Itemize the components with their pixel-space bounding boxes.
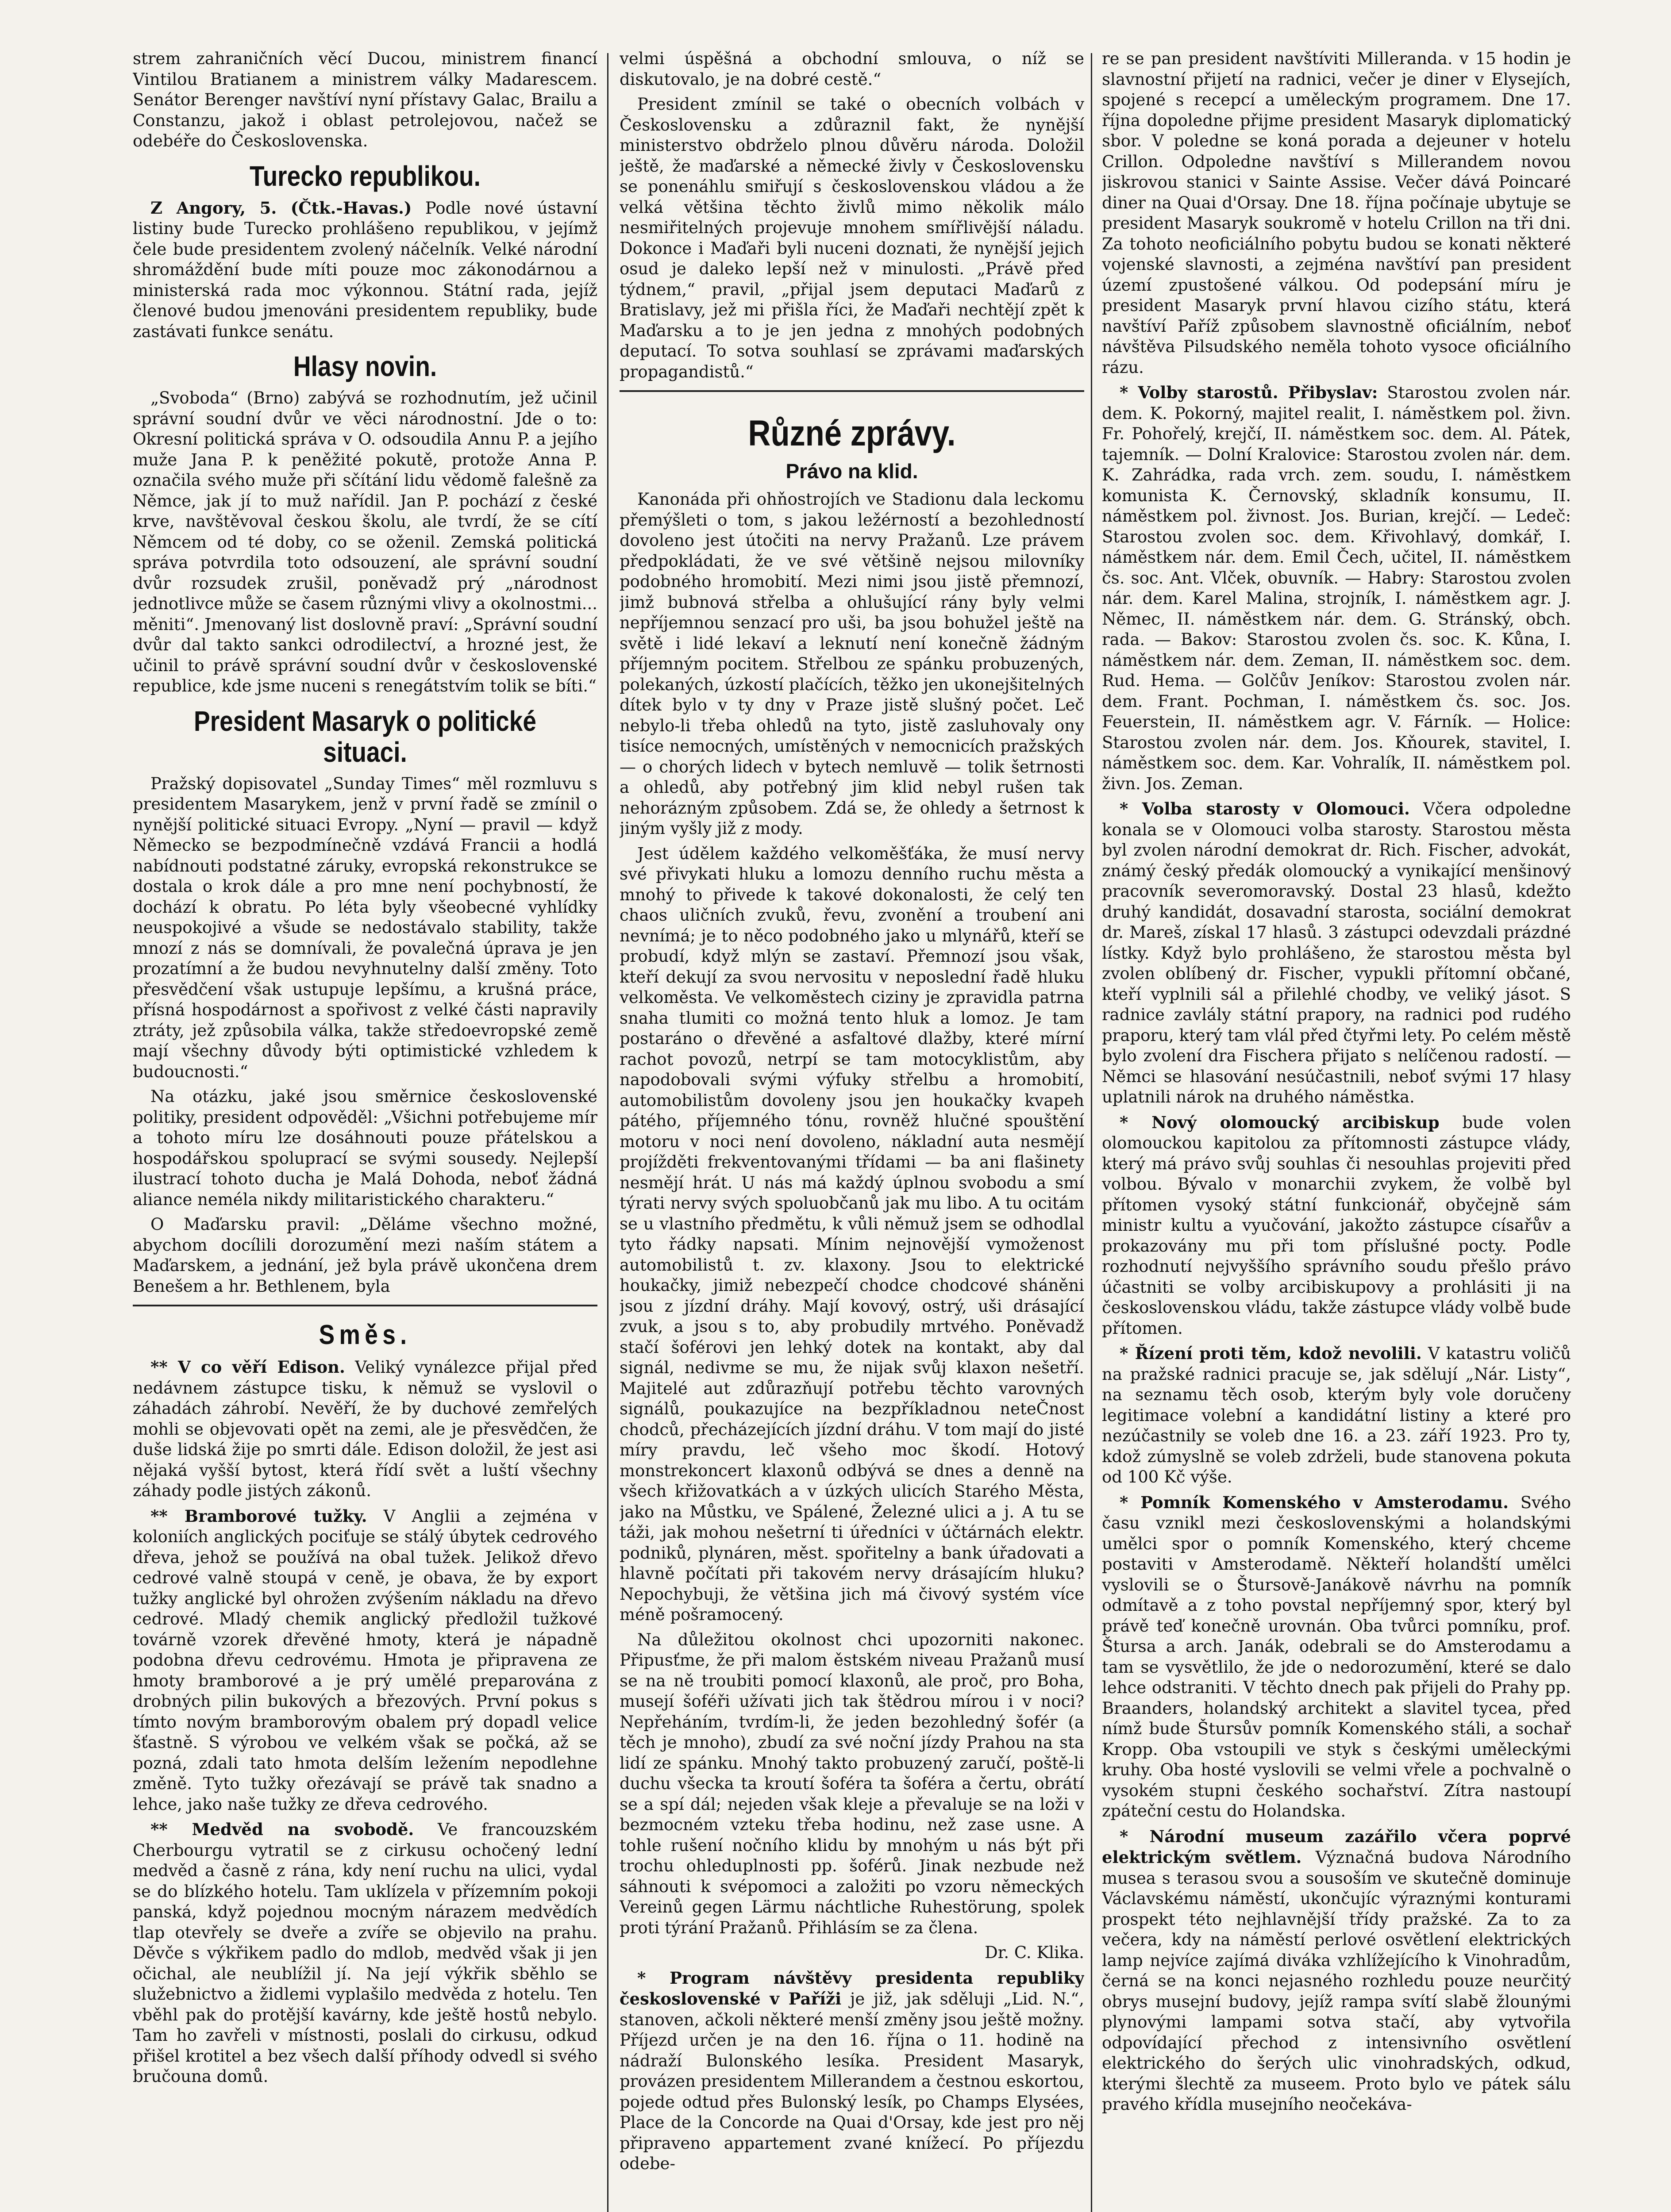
item-lead: ** Medvěd na svobodě. bbox=[150, 1820, 414, 1839]
article-hlasy-novin: „Svoboda“ (Brno) zabývá se rozhodnutím, jež učinil správní soudní dvůr ve věci národnostní. Jde o to: Okresní politická správa v O. odsoudila Annu P. a jejího muže Jana P. k peněžité pokutě, protože Anna P. označila svého muže při sčítání lidu vědomě falešně za Němce, jak jí to muž nařídil. Jan P. pochází z české krve, navštěvoval českou školu, ale tvrdí, že se cítí Němcem od té doby, co se oženil. Zemská politická správa potvrdila toto odsouzení, ale správní soudní dvůr rozsudek zrušil, poněvadž prý „národnost jednotlivce může se časem různými vlivy a okolnostmi... měniti“. Jmenovaný list doslovně praví: „Správní soudní dvůr dal takto sankci odrodilectví, a hrozné jest, že učinil to právě správní soudní dvůr v československé republice, kde jsme nuceni s renegátstvím tolik se bíti.“ bbox=[133, 388, 597, 695]
item-body: Veliký vynálezce přijal před nedávnem zástupce tisku, k němuž se vyslovil o záhadách záhrobí. Nevěří, že by duchové zemřelých mohli se objevovati opět na zemi, ale je přesvědčen, že duše lidská žije po smrti dále. Edison doložil, že jest asi nějaká vyšší bytost, která řídí svět a luští všechny záhady podle jistých zákonů. bbox=[133, 1358, 597, 1500]
item-rizeni bbox=[1102, 1343, 1571, 1488]
article-pravo-p2: Jest údělem každého velkoměšťáka, že musí nervy své přivykati hluku a lomozu denního ruchu města a mnohý to přivede k takové dokonalosti, že celý ten chaos uličních zvuků, řevu, zvonění a troubení ani nevnímá; je to něco podobného jako u mlynářů, kteří se probudí, když mlýn se zastaví. Přemnozí jsou však, kteří dekují za svou nervositu v neposlední řadě hluku velkoměsta. Ve velkoměstech ciziny je zpravidla patrna snaha tlumiti co možná tento hluk a lomoz. Je tam postaráno o dřevěné a asfaltové dlažby, které mírní rachot povozů, netrpí se tam motocyklistům, aby napodobovali svými výfuky střelbu a hromobití, automobilistům dovoleny jsou jen houkačky kvapeh pátého, příjemného tónu, rovněž hlučné spouštění motoru v noci není dovoleno, nákladní auta nesmějí projížděti frekventovanými třídami — ba ani flašinety nesmějí hrát. U nás má každý úplnou svobodu a smí týrati nervy svých spoluobčanů jak mu libo. A tu ocitám se u vlastního předmětu, k vůli němuž jsem se odhodlal tyto řádky napsati. Mínim nejnovější vymoženost automobilistů t. zv. klaxony. Jsou to elektrické houkačky, jimiž nebezpečí chodce chodcové sháněni jsou z jízdní dráhy. Mají kovový, ostrý, uši drásající zvuk, a jsou s to, aby probudily mrtvého. Poněvadž stačí šoférovi jen lehký dotek na kontakt, aby dal signál, nedivme se mu, že nijak svůj klaxon nešetří. Majitelé aut zdůrazňují potřebu těchto varovných signálů, poukazujíce na bezpříkladnou neteČnost chodců, přecházejících jízdní dráhu. V tom mají do jisté míry pravdu, leč všeho moc škodí. Hotový monstrekoncert klaxonů odbývá se dnes a denně na všech křižovatkách a v úzkých ulicích Starého Města, jako na Můstku, ve Spálené, Železné ulici a j. A tu se táži, jak mohou nešetrní ti úředníci v účtárnách elektr. podniků, plynáren, měst. spořitelny a bank úřadovati a hlavně počítati při takovém nervy drásajícím hluku? Nepochybuji, že většina jich má čivový systém více méně pošramocený. bbox=[620, 844, 1084, 1624]
dateline: Z Angory, 5. (Čtk.-Havas.) bbox=[150, 198, 412, 218]
column-3 bbox=[1102, 49, 1571, 2212]
item-body: je již, jak sděluji „Lid. N.“, stanoven, ačkoli některé menší změny jsou ještě možny. Příjezd určen je na den 16. října o 11. hodině na nádraží Bulonského lesíka. President Masaryk, provázen presidentem Millerandem a čestnou eskortou, pojede odtud přes Bulonský lesík, po Champs Elysées, Place de la Concorde na Quai d'Orsay, kde jest pro něj připraveno appartement zvané knížecí. Po příjezdu odebe- bbox=[620, 1989, 1084, 2173]
continued-paragraph: velmi úspěšná a obchodní smlouva, o níž se diskutovalo, je na dobré cestě.“ bbox=[620, 49, 1084, 89]
item-body: Včera odpoledne konala se v Olomouci volba starosty. Starostou města byl zvolen národní demokrat dr. Rich. Fischer, advokát, známý český předák olomoucký a vynikající menšinový pracovník severomoravský. Dostal 23 hlasů, kdežto druhý kandidát, dosavadní starosta, sociální demokrat dr. Mareš, získal 17 hlasů. 3 zástupci odevzdali prázdné lístky. Když bylo prohlášeno, že starostou města byl zvolen oblíbený dr. Fischer, vypukli přítomní občané, kteří vyplnili sál a přilehlé chodby, ve veliký jásot. S radnice zavlály státní prapory, na radnici pod rudého praporu, který tam vlál před čtyřmi lety. Po celém městě bylo zvolení dra Fischera přijato s nelíčenou radostí. — Němci se hlasování nesúčastnili, neboť svými 17 hlasy uplatnili nárok na druhého náměstka. bbox=[1102, 799, 1571, 1106]
column-1 bbox=[133, 49, 597, 2212]
heading-masaryk: President Masaryk o politické situaci. bbox=[194, 705, 536, 768]
article-turecko bbox=[133, 198, 597, 342]
column-rule-2 bbox=[1091, 53, 1092, 2212]
article-pravo-p3: Na důležitou okolnost chci upozorniti nakonec. Připusťme, že při malom ěstském niveau Pražanů musí se na ně troubiti pomocí klaxonů, ale proč, pro Boha, musejí šoféři užívati jich tak štědrou mírou i v noci? Nepřeháním, tvrdím-li, že jeden bezohledný šofér (a těch je mnoho), zbudí za své noční jízdy Prahou na sta lidí ze spánku. Mnohý takto probuzený zaručí, poště-li duchu všecka ta kroutí šoféra ta šoféra a čertu, obrátí se a spí dál; nejeden však kleje a převaluje se na loži v bezmocném vzteku třeba hodinu, než zase usne. A tohle rušení nočního klidu by mnohým u nás být při trochu ohleduplnosti pp. šoférů. Jinak nezbude než sáhnouti k svépomoci a založiti po vzoru německých Vereinů gegen Lärmu náchtliche Ruhestörung, spolek proti týrání Pražanů. Přihlásím se za člena. bbox=[620, 1630, 1084, 1937]
item-lead: * Národní museum zazářilo včera poprvé elektrickým světlem. bbox=[1102, 1826, 1571, 1867]
item-body: Ve francouzském Cherbourgu vytratil se z cirkusu ochočený lední medvěd a časně z rána, kdy není ruchu na ulici, vydal se do blízkého hotelu. Tam uklízela v přízemním pokoji panská, když pojednou mocným nárazem medvědích tlap otevřely se dveře a zvíře se objevilo na prahu. Děvče s výkřikem padlo do mdlob, medvěd však ji jen očichal, ale neublížil jí. Na její výkřik sběhlo se služebnictvo a židlemi vyplašilo medvěda z hotelu. Ten vběhl pak do protější kavárny, kde ještě hostů nebylo. Tam ho zavřeli v místnosti, poslali do cirkusu, odkud přišel krotitel a bez všech další příhody odvedl si svého bručouna domů. bbox=[133, 1820, 597, 2086]
heading-ruzne-zpravy: Různé zprávy. bbox=[748, 413, 956, 453]
item-body: bude volen olomouckou kapitolou za přítomnosti zástupce vlády, který má právo svůj souhlas či nesouhlas projeviti před volbou. Bývalo v monarchii zvykem, že volbě byl přítomen vysoký státní funkcionář, obyčejně sám ministr kultu a vyučování, jakožto zástupce císařův a prokazovány mu při tom příslušné pocty. Podle rozhodnutí nejvyššího správního soudu přešlo právo účastniti se volby arcibiskupovy a prohlásiti ji na československou vládu, takže zástupce vlády volbě bude přítomen. bbox=[1102, 1113, 1571, 1338]
heading-pravo-na-klid: Právo na klid. bbox=[785, 460, 918, 483]
item-medved bbox=[133, 1819, 597, 2087]
article-pravo-p1: Kanonáda při ohňostrojích ve Stadionu dala leckomu přemýšleti o tom, s jakou ležérností a bezohledností dovoleno jest útočiti na nervy Pražanů. Lze právem předpokládati, že ve své většině nejsou milovníky podobného hromobití. Mezi nimi jsou jistě přemnozí, jimž bubnová střelba a ohlušující rány byly velmi nepříjemnou senzací pro uši, ba jsou bohužel ještě na světě i lidé lekaví a leknutí není konečně žádným příjemným pocitem. Střelbou ze spánku probuzených, polekaných, úzkostí plačících, těžko jen ukonejšitelných dítek bylo v ty dny v Praze jistě slušný počet. Leč nebylo-li třeba ohledů na tyto, jistě zasluhovaly ony tisíce nemocných, umístěných v nemocnicích pražských — o chorých lidech v bytech nemluvě — tolik šetrnosti a ohledů, aby potřebný jim klid nebyl rušen tak nehorázným způsobem. Zdá se, že ohledy a šetrnost k jiným vyšly již z mody. bbox=[620, 490, 1084, 838]
section-divider bbox=[620, 390, 1084, 392]
article-masaryk-p3: O Maďarsku pravil: „Děláme všechno možné, abychom docílili dorozumění mezi naším státem a Maďarskem, a jednání, jež byla právě ukončena drem Benešem a hr. Bethlenem, byla bbox=[133, 1215, 597, 1296]
item-olomouc bbox=[1102, 799, 1571, 1108]
heading-hlasy-novin: Hlasy novin. bbox=[293, 350, 437, 382]
item-volby bbox=[1102, 382, 1571, 794]
item-body: Význačná budova Národního musea s terasou svou a sousoším ve skutečně dominuje Václavskému náměstí, ukončujíc výraznými konturami prospekt této nejhlavnější třídy pražské. Za to za večera, kdy na náměstí perlové osvětlení elektrických lamp nejvíce zajímá diváka vzhlížejícího k Vinohradům, černá se na konci nejasného rozhledu pouze neurčitý obrys musejní budovy, jejíž rampa svítí slabě žlounými plynovými lampami sotva stačí, aby vytvořila odpovídající přechod z intensivního osvětlení elektrického do šerých ulic vinohradských, odkud, kterými šlechtě za museem. Proto bylo ve pátek sálu pravého křídla musejního neočekáva- bbox=[1102, 1848, 1571, 2114]
column-rule-1 bbox=[607, 53, 608, 2212]
item-arcibiskup bbox=[1102, 1112, 1571, 1339]
continued-paragraph: re se pan president navštíviti Milleranda. v 15 hodin je slavnostní přijetí na radnici, večer je diner v Elysejích, spojené s recepcí a uměleckým programem. Dne 17. října dopoledne přijme president Masaryk diplomatický sbor. V poledne se koná porada a dejeuner v hotelu Crillon. Odpoledne navštíví s Millerandem novou jiskrovou stanici v Sainte Assise. Večer dává Poincaré diner na Quai d'Orsay. Dne 18. října počínaje ubytuje se president Masaryk soukromě v hotelu Crillon na tři dni. Za tohoto neoficiálního pobytu budou se konati některé vojenské slavnosti, a zejména navštíví pan president území zpustošené válkou. Od podepsání míru je president Masaryk první hlavou cizího státu, která navštíví Paříž způsobem slavnostně oficiálním, neboť návštěva Pilsudského neměla tohoto vysoce oficiálního rázu. bbox=[1102, 49, 1571, 377]
item-body: Svého času vznikl mezi československými a holandskými umělci spor o pomník Komenského, který chceme postaviti v Amsterodamě. Někteří holandští umělci vyslovili se o Štursově-Janákově návrhu na pomník odmítavě a z toho povstal nepříjemný spor, který byl právě teď konečně urovnán. Oba tvůrci pomníku, prof. Štursa a arch. Janák, odebrali se do Amsterodamu a tam se vysvětlilo, že jde o nedorozumění, které se dalo lehce odstraniti. V těchto dnech pak přijeli do Prahy pp. Braanders, holandský architekt a slavitel tycea, před nímž bude Štursův pomník Komenského stáli, a sochař Kropp. Oba vstoupili ve styk s českými uměleckými kruhy. Oba hosté vyslovili se velmi vřele a pochvalně o vysokém stupni českého sochařství. Zítra nastoupí zpáteční cestu do Holandska. bbox=[1102, 1493, 1571, 1820]
item-lead: * Pomník Komenského v Amsterodamu. bbox=[1120, 1492, 1509, 1512]
article-masaryk-p2: Na otázku, jaké jsou směrnice československé politiky, president odpověděl: „Všichni potřebujeme mír a tohoto míru lze dosáhnouti pouze přátelskou a hospodářskou spoluprací se svými sousedy. Nejlepší ilustrací tohoto ducha je Malá Dohoda, neboť žádná aliance neméla nikdy militaristického charakteru.“ bbox=[133, 1087, 597, 1209]
item-lead: * Volba starosty v Olomouci. bbox=[1120, 799, 1410, 818]
column-2 bbox=[620, 49, 1084, 2212]
item-lead: ** V co věří Edison. bbox=[150, 1357, 345, 1377]
article-body: Podle nové ústavní listiny bude Turecko prohlášeno republikou, v jejímž čele bude presidentem zvolený náčelník. Velké národní shromáždění bude míti pouze moc zákonodárnou a ministerská rada moc výkonnou. Státní rada, jejíž členové budou jmenováni presidentem republiky, bude zastávati funkce senátu. bbox=[133, 198, 597, 341]
continued-paragraph: strem zahraničních věcí Ducou, ministrem financí Vintilou Bratianem a ministrem války Madarescem. Senátor Berenger navštíví nyní přístavy Galac, Brailu a Constanzu, jakož i oblast petrolejovou, načež se odebéře do Československa. bbox=[133, 49, 597, 150]
item-lead: ** Bramborové tužky. bbox=[150, 1506, 367, 1526]
item-tuzky bbox=[133, 1506, 597, 1815]
article-masaryk-p1: Pražský dopisovatel „Sunday Times“ měl rozmluvu s presidentem Masarykem, jenž v první řadě se zmínil o nynější politické situaci Evropy. „Nyní — pravil — když Německo se bezpodmínečně vzdává Francii a hodlá nabídnouti podstatné záruky, evropská rekonstrukce se dostala o krok dále a pro mne není pochybností, že dochází k obratu. Po léta byly všeobecné vyhlídky neuspokojivé a všude se nedostávalo stability, takže mnozí z nás se domnívali, že povalečná úprava je jen prozatímní a že budou nevyhnutelny další změny. Toto přesvědčení však ustupuje lepšímu, a krušná práce, přísná hospodárnost a spořivost z velké části napravily ztráty, jež způsobila válka, takže středoevropské země mají všechny důvody býti optimistické vzhledem k budoucnosti.“ bbox=[133, 774, 597, 1081]
item-program bbox=[620, 1968, 1084, 2174]
heading-smes: Směs. bbox=[319, 1320, 412, 1350]
item-museum bbox=[1102, 1826, 1571, 2115]
item-komensky bbox=[1102, 1492, 1571, 1822]
item-lead: * Program návštěvy presidenta republiky československé v Paříži bbox=[620, 1968, 1084, 2008]
item-lead: * Volby starostů. Přibyslav: bbox=[1120, 383, 1378, 402]
item-body: Starostou zvolen nár. dem. K. Pokorný, majitel realit, I. náměstkem pol. živn. Fr. Pohořelý, krejčí, II. náměstkem soc. dem. Al. Pátek, tajemník. — Dolní Kralovice: Starostou zvolen nár. dem. K. Zahrádka, rada vrch. zem. soudu, I. náměstkem komunista K. Černovský, skladník konsumu, II. náměstkem pol. živnost. Jos. Burian, krejčí. — Ledeč: Starostou zvolen soc. dem. Křivohlavý, domkář, I. náměstkem nár. dem. Emil Čech, učitel, II. náměstkem čs. soc. Ant. Vlček, obuvník. — Habry: Starostou zvolen nár. dem. Karel Malina, strojník, I. náměstkem agr. J. Němec, II. náměstkem nár. dem. G. Stránský, obch. rada. — Bakov: Starostou zvolen čs. soc. K. Kůna, I. náměstkem nár. dem. Zeman, II. náměstkem soc. dem. Rud. Hema. — Golčův Jeníkov: Starostou zvolen nár. dem. Frant. Pochman, I. náměstkem čs. soc. Jos. Feuerstein, II. náměstkem agr. V. Fárník. — Holice: Starostou zvolen nár. dem. Jos. Kňourek, stavitel, I. náměstkem soc. dem. Kar. Vohralík, II. náměstkem pol. živn. Jos. Zeman. bbox=[1102, 383, 1571, 793]
item-lead: * Řízení proti těm, kdož nevolili. bbox=[1120, 1344, 1422, 1363]
article-masaryk-continued: President zmínil se také o obecních volbách v Československu a zdůraznil fakt, že nynější ministerstvo obdrželo plnou důvěru národa. Doložil ještě, že maďarské a německé živly v Československu se ponenáhlu smiřují s československou vládou a že velká většina těchto živlů mimo několik málo nesmiřitelných projevuje mnohem smířlivější náladu. Dokonce i Maďaři byli nuceni doznati, že nynější jejich osud je daleko lepší než v minulosti. „Právě před týdnem,“ pravil, „přijal jsem deputaci Maďarů z Bratislavy, jež mi přišla říci, že Maďaři nechtějí zpět k Maďarsku a to je jen jedna z mnohých podobných deputací. To sotva souhlasí se zprávami maďarských propagandistů.“ bbox=[620, 95, 1084, 381]
heading-turecko: Turecko republikou. bbox=[250, 160, 481, 192]
item-body: V Anglii a zejména v koloniích anglických pociťuje se stálý úbytek cedrového dřeva, jehož se používá na obal tužek. Jelikož dřevo cedrové valně stoupá v ceně, je obava, že by export tužky anglické byl ohrožen zvýšením nákladu na dřevo cedrové. Mladý chemik anglický předložil tužkové továrně vzorek dřevěné hmoty, která je nápadně podobna dřevu cedrovému. Hmota je připravena ze hmoty bramborové a je prý umělé preparována z drobných pilin bukových a březových. První pokus s tímto novým bramborovým obalem prý dopadl velice šťastně. S výrobou ve velkém však se počká, až se pozná, zdali tato hmota delším ležením nepodlehne změně. Tyto tužky ořezávají se právě tak snadno a lehce, jako naše tužky ze dřeva cedrového. bbox=[133, 1506, 597, 1814]
author-signature: Dr. C. Klika. bbox=[985, 1943, 1084, 1962]
section-divider bbox=[133, 1305, 597, 1306]
item-body: V katastru voličů na pražské radnici pracuje se, jak sdělují „Nár. Listy“, na seznamu těch osob, kterým byly vole doručeny legitimace volební a kandidátní listiny a které pro nezúčastnily se voleb dne 16. a 23. září 1923. Pro ty, kdož zúmyslně se voleb zdrželi, bude stanovena pokuta od 100 Kč výše. bbox=[1102, 1344, 1571, 1486]
item-edison bbox=[133, 1357, 597, 1502]
item-lead: * Nový olomoucký arcibiskup bbox=[1120, 1112, 1440, 1132]
